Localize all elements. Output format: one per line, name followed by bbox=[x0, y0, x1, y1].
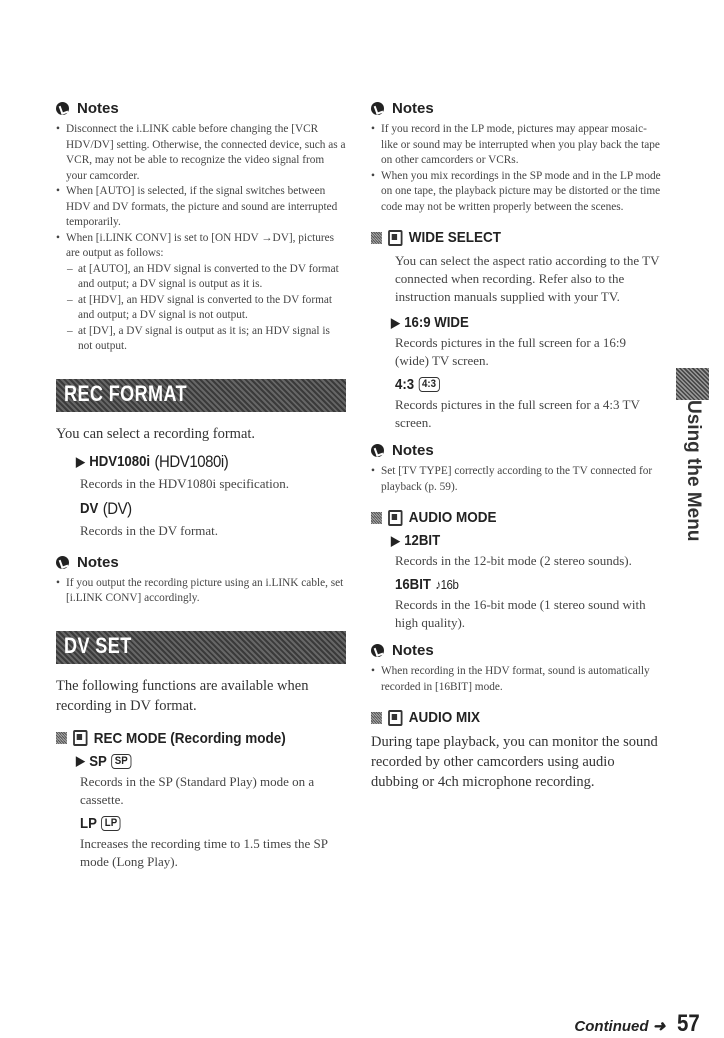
option-16-9-wide bbox=[391, 314, 629, 331]
option-12bit bbox=[391, 532, 629, 549]
note-item: • Disconnect the i.LINK cable before changing the [VCR HDV/DV] setting. Otherwise, the connected device, such as a VCR, may not be able to recognize the video signal from your camcorder. bbox=[56, 122, 346, 184]
option-hdv1080i bbox=[76, 452, 314, 472]
notes-title: Notes bbox=[392, 642, 434, 659]
menu-marker-icon bbox=[371, 232, 382, 244]
camera-menu-icon bbox=[73, 730, 87, 746]
option-label: LP bbox=[80, 814, 97, 832]
option-label: DV bbox=[80, 500, 99, 517]
option-screen-indicator: (HDV1080i) bbox=[154, 451, 229, 471]
menu-description: During tape playback, you can monitor the sound recorded by other camcorders using audio dubbing or 4ch microphone recording. bbox=[371, 734, 658, 790]
selected-arrow-icon: ▶ bbox=[391, 532, 400, 548]
notes-title: Notes bbox=[77, 100, 119, 117]
menu-title: WIDE SELECT bbox=[408, 229, 502, 246]
option-description: Records in the 12-bit mode (2 stereo sounds). bbox=[395, 553, 632, 568]
option-4-3 bbox=[395, 376, 629, 393]
banner-title: DV SET bbox=[64, 632, 132, 658]
sp-mode-icon: SP bbox=[111, 754, 131, 769]
notes-title: Notes bbox=[392, 100, 434, 117]
notes-heading bbox=[371, 442, 661, 459]
option-description: Records in the DV format. bbox=[80, 522, 219, 538]
option-description: Records pictures in the full screen for a 16:9 (wide) TV screen. bbox=[395, 335, 627, 368]
notes-title: Notes bbox=[77, 553, 119, 571]
note-item: • If you output the recording picture using an i.LINK cable, set [i.LINK CONV] accordingly. bbox=[56, 576, 346, 607]
menu-marker-icon bbox=[371, 712, 382, 724]
notes-list bbox=[371, 122, 661, 215]
notes-list bbox=[56, 122, 346, 355]
option-description: Records in the 16-bit mode (1 stereo sound with high quality). bbox=[395, 597, 646, 630]
selected-arrow-icon: ▶ bbox=[76, 453, 85, 469]
note-item: • Set [TV TYPE] correctly according to the TV connected for playback (p. 59). bbox=[371, 464, 661, 495]
notes-icon bbox=[371, 444, 384, 457]
dv-set-intro: The following functions are available when recording in DV format. bbox=[56, 677, 309, 714]
lp-mode-icon: LP bbox=[101, 816, 120, 831]
section-tab bbox=[676, 400, 709, 542]
option-sp bbox=[76, 753, 314, 770]
note-subitem: – at [DV], a DV signal is output as it is; an HDV signal is not output. bbox=[66, 324, 346, 355]
menu-item-rec-mode bbox=[56, 730, 317, 747]
option-label: 16:9 WIDE bbox=[404, 314, 469, 331]
continued-label: Continued ➜ bbox=[574, 1018, 666, 1035]
note-subitem: – at [HDV], an HDV signal is converted to the DV format and output; a DV signal is not output. bbox=[66, 293, 346, 324]
option-lp bbox=[80, 815, 314, 832]
option-label: 12BIT bbox=[404, 532, 441, 549]
notes-list bbox=[371, 464, 661, 495]
section-tab-label: Using the Menu bbox=[683, 400, 704, 542]
option-label: SP bbox=[89, 752, 107, 770]
menu-title: REC MODE (Recording mode) bbox=[93, 729, 286, 747]
camera-menu-icon bbox=[388, 710, 402, 726]
note-item: • When recording in the HDV format, sound is automatically recorded in [16BIT] mode. bbox=[371, 664, 661, 695]
option-label: HDV1080i bbox=[89, 453, 151, 470]
option-16bit bbox=[395, 576, 629, 593]
notes-icon bbox=[56, 556, 69, 569]
dv-set-banner bbox=[56, 631, 346, 664]
notes-heading bbox=[371, 100, 661, 117]
selected-arrow-icon: ▶ bbox=[391, 314, 400, 330]
notes-icon bbox=[56, 102, 69, 115]
menu-marker-icon bbox=[371, 512, 382, 524]
note-item bbox=[56, 231, 346, 355]
rec-format-intro: You can select a recording format. bbox=[56, 425, 256, 442]
notes-list bbox=[371, 664, 661, 695]
option-label: 4:3 bbox=[395, 376, 415, 393]
page-footer bbox=[574, 1010, 702, 1038]
note-subitem: – at [AUTO], an HDV signal is converted to the DV format and output; a DV signal is output as it is. bbox=[66, 262, 346, 293]
note-item: • If you record in the LP mode, pictures may appear mosaic-like or sound may be interrupted when you play back the tape on other camcorders or VCRs. bbox=[371, 122, 661, 169]
option-description: Records pictures in the full screen for a 4:3 TV screen. bbox=[395, 397, 640, 430]
option-dv bbox=[80, 499, 314, 519]
option-description: Records in the HDV1080i specification. bbox=[80, 475, 290, 491]
notes-list bbox=[56, 576, 346, 607]
note-item: • When [AUTO] is selected, if the signal switches between HDV and DV formats, the picture and sound are interrupted temporarily. bbox=[56, 184, 346, 231]
notes-heading bbox=[56, 554, 346, 571]
notes-title: Notes bbox=[392, 442, 434, 459]
left-column bbox=[56, 100, 346, 877]
option-description: Records in the SP (Standard Play) mode on a cassette. bbox=[80, 773, 315, 807]
note-item-text: When [i.LINK CONV] is set to [ON HDV →DV], pictures are output as follows: bbox=[66, 231, 335, 259]
audio-16bit-icon: ♪16b bbox=[435, 577, 459, 592]
menu-item-wide-select bbox=[371, 229, 632, 246]
camera-menu-icon bbox=[388, 510, 402, 526]
option-screen-indicator: (DV) bbox=[102, 498, 132, 518]
banner-title: REC FORMAT bbox=[64, 380, 188, 406]
notes-icon bbox=[371, 102, 384, 115]
note-sublist bbox=[66, 262, 346, 355]
option-description: Increases the recording time to 1.5 times the SP mode (Long Play). bbox=[80, 835, 328, 869]
menu-marker-icon bbox=[56, 732, 67, 744]
selected-arrow-icon: ▶ bbox=[76, 753, 85, 768]
menu-title: AUDIO MODE bbox=[408, 509, 497, 526]
option-label: 16BIT bbox=[395, 576, 431, 593]
aspect-4-3-icon: 4:3 bbox=[418, 377, 439, 392]
camera-menu-icon bbox=[388, 230, 402, 246]
rec-format-banner bbox=[56, 379, 346, 412]
menu-description: You can select the aspect ratio according to the TV connected when recording. Refer also to the instruction manuals supplied with your TV. bbox=[395, 253, 660, 304]
notes-heading bbox=[56, 100, 346, 117]
right-column bbox=[371, 100, 661, 800]
note-item: • When you mix recordings in the SP mode and in the LP mode on one tape, the playback picture may be distorted or the time code may not be written properly between the scenes. bbox=[371, 169, 661, 216]
menu-item-audio-mix bbox=[371, 709, 632, 726]
menu-item-audio-mode bbox=[371, 509, 632, 526]
notes-heading bbox=[371, 642, 661, 659]
page-number: 57 bbox=[677, 1010, 700, 1037]
notes-icon bbox=[371, 644, 384, 657]
menu-title: AUDIO MIX bbox=[408, 709, 481, 726]
